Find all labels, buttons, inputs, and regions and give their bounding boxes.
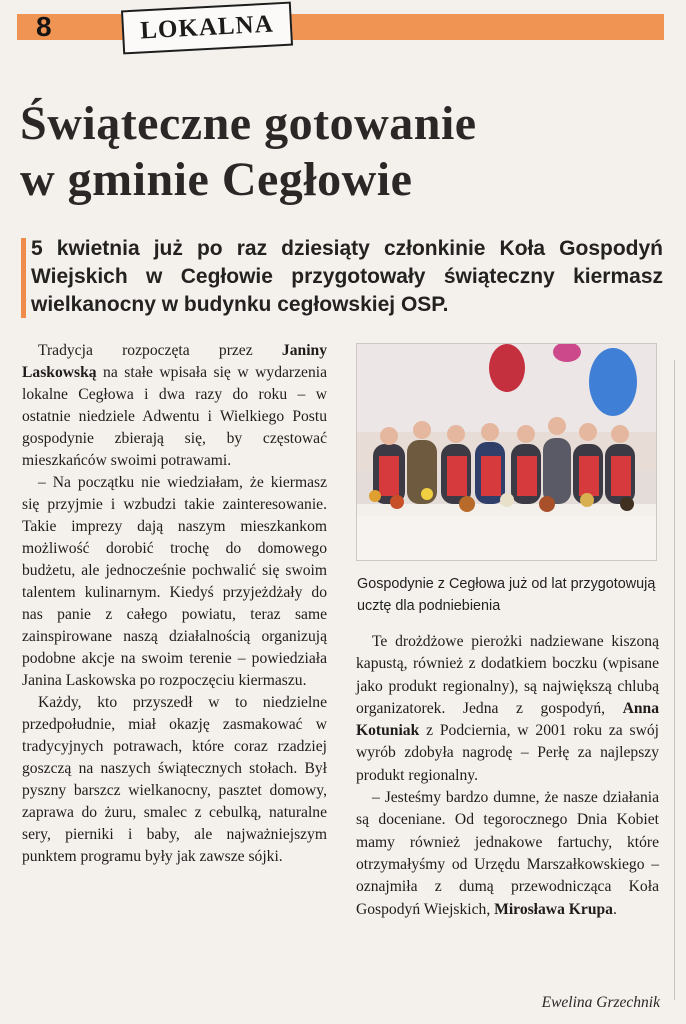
paragraph-5 (356, 787, 659, 921)
header-bar (17, 11, 664, 42)
column-rule (674, 360, 675, 1000)
paragraph-5-text-a: – Jesteśmy bardzo dumne, że nasze działania są doceniane. Od tegorocznego Dnia Kobiet mamy również jednakowe fartuchy, które otrzymałyśmy od Urzędu Marszałkowskiego – oznajmiła z dumą przewodnicząca Koła Gospodyń Wiejskich, (356, 789, 659, 918)
person-name: Mirosława Krupa (494, 900, 613, 918)
paragraph-1-text-b: na stałe wpisała się w wydarzenia lokalne Cegłowa i dwa razy do roku – w ostatnie niedziele Adwentu i Wielkiego Postu gospodynie zbierają się, by częstować mieszkańców swoimi potrawami. (22, 364, 327, 469)
article-title (20, 96, 660, 208)
paragraph-3: Każdy, kto przyszedł w to niedzielne przedpołudnie, miał okazję zasmakować w tradycyjnych potrawach, które coraz rzadziej goszczą na naszych świątecznych stołach. Był pyszny barszcz wielkanocny, pasztet domowy, zaprawa do żuru, smalec z cebulką, naturalne sery, pierniki i baby, ale najważniejszym punktem programu były jak zawsze sójki. (22, 694, 327, 865)
paragraph-5-text-b: . (612, 900, 617, 918)
lead-accent-bar (21, 238, 26, 318)
paragraph-2: – Na początku nie wiedziałam, że kiermasz się przyjmie i wzbudzi takie zainteresowanie. Takie imprezy dają naszym mieszkankom możliwość dorobić trochę do domowego budżetu, ale jednocześnie pochwalić się swoim talentem kulinarnym. Kiedyś przyjeżdżały do nas panie z całego powiatu, teraz same zainspirowane naszą działalnością organizują podobne akcje na swoim terenie – powiedziała Janina Laskowska po rozpoczęciu kiermaszu. (22, 474, 327, 689)
author-byline: Ewelina Grzechnik (541, 994, 660, 1011)
page-number: 8 (36, 11, 52, 42)
paragraph-4-text-b: z Podciernia, w 2001 roku za swój wyrób zdobyła nagrodę – Perłę za najlepszy produkt regionalny. (356, 722, 659, 784)
article-photo (356, 343, 657, 561)
section-label: LOKALNA (121, 2, 293, 55)
right-column (356, 631, 659, 921)
paragraph-4 (356, 631, 659, 787)
photo-caption: Gospodynie z Cegłowa już od lat przygotowują ucztę dla podniebienia (357, 576, 656, 614)
photo-illustration (357, 344, 657, 561)
title-line-1: Świąteczne gotowanie (20, 97, 477, 150)
paragraph-4-text-a: Te drożdżowe pierożki nadziewane kiszoną kapustą, również z dodatkiem boczku (wpisane jako produkt regionalny), są największą chlubą organizatorek. Jedna z gospodyń, (356, 633, 659, 717)
person-name: Anna Kotuniak (356, 699, 659, 740)
left-column (22, 340, 327, 868)
article-lead: 5 kwietnia już po raz dziesiąty członkinie Koła Gospodyń Wiejskich w Cegłowie przygotowały świąteczny kiermasz wielkanocny w budynku cegłowskiej OSP. (31, 237, 663, 316)
person-name: Janiny Laskowską (22, 342, 327, 381)
paragraph-1-text-a: Tradycja rozpoczęta przez (38, 342, 282, 359)
paragraph-1 (22, 340, 327, 472)
title-line-2: w gminie Cegłowie (20, 153, 413, 206)
